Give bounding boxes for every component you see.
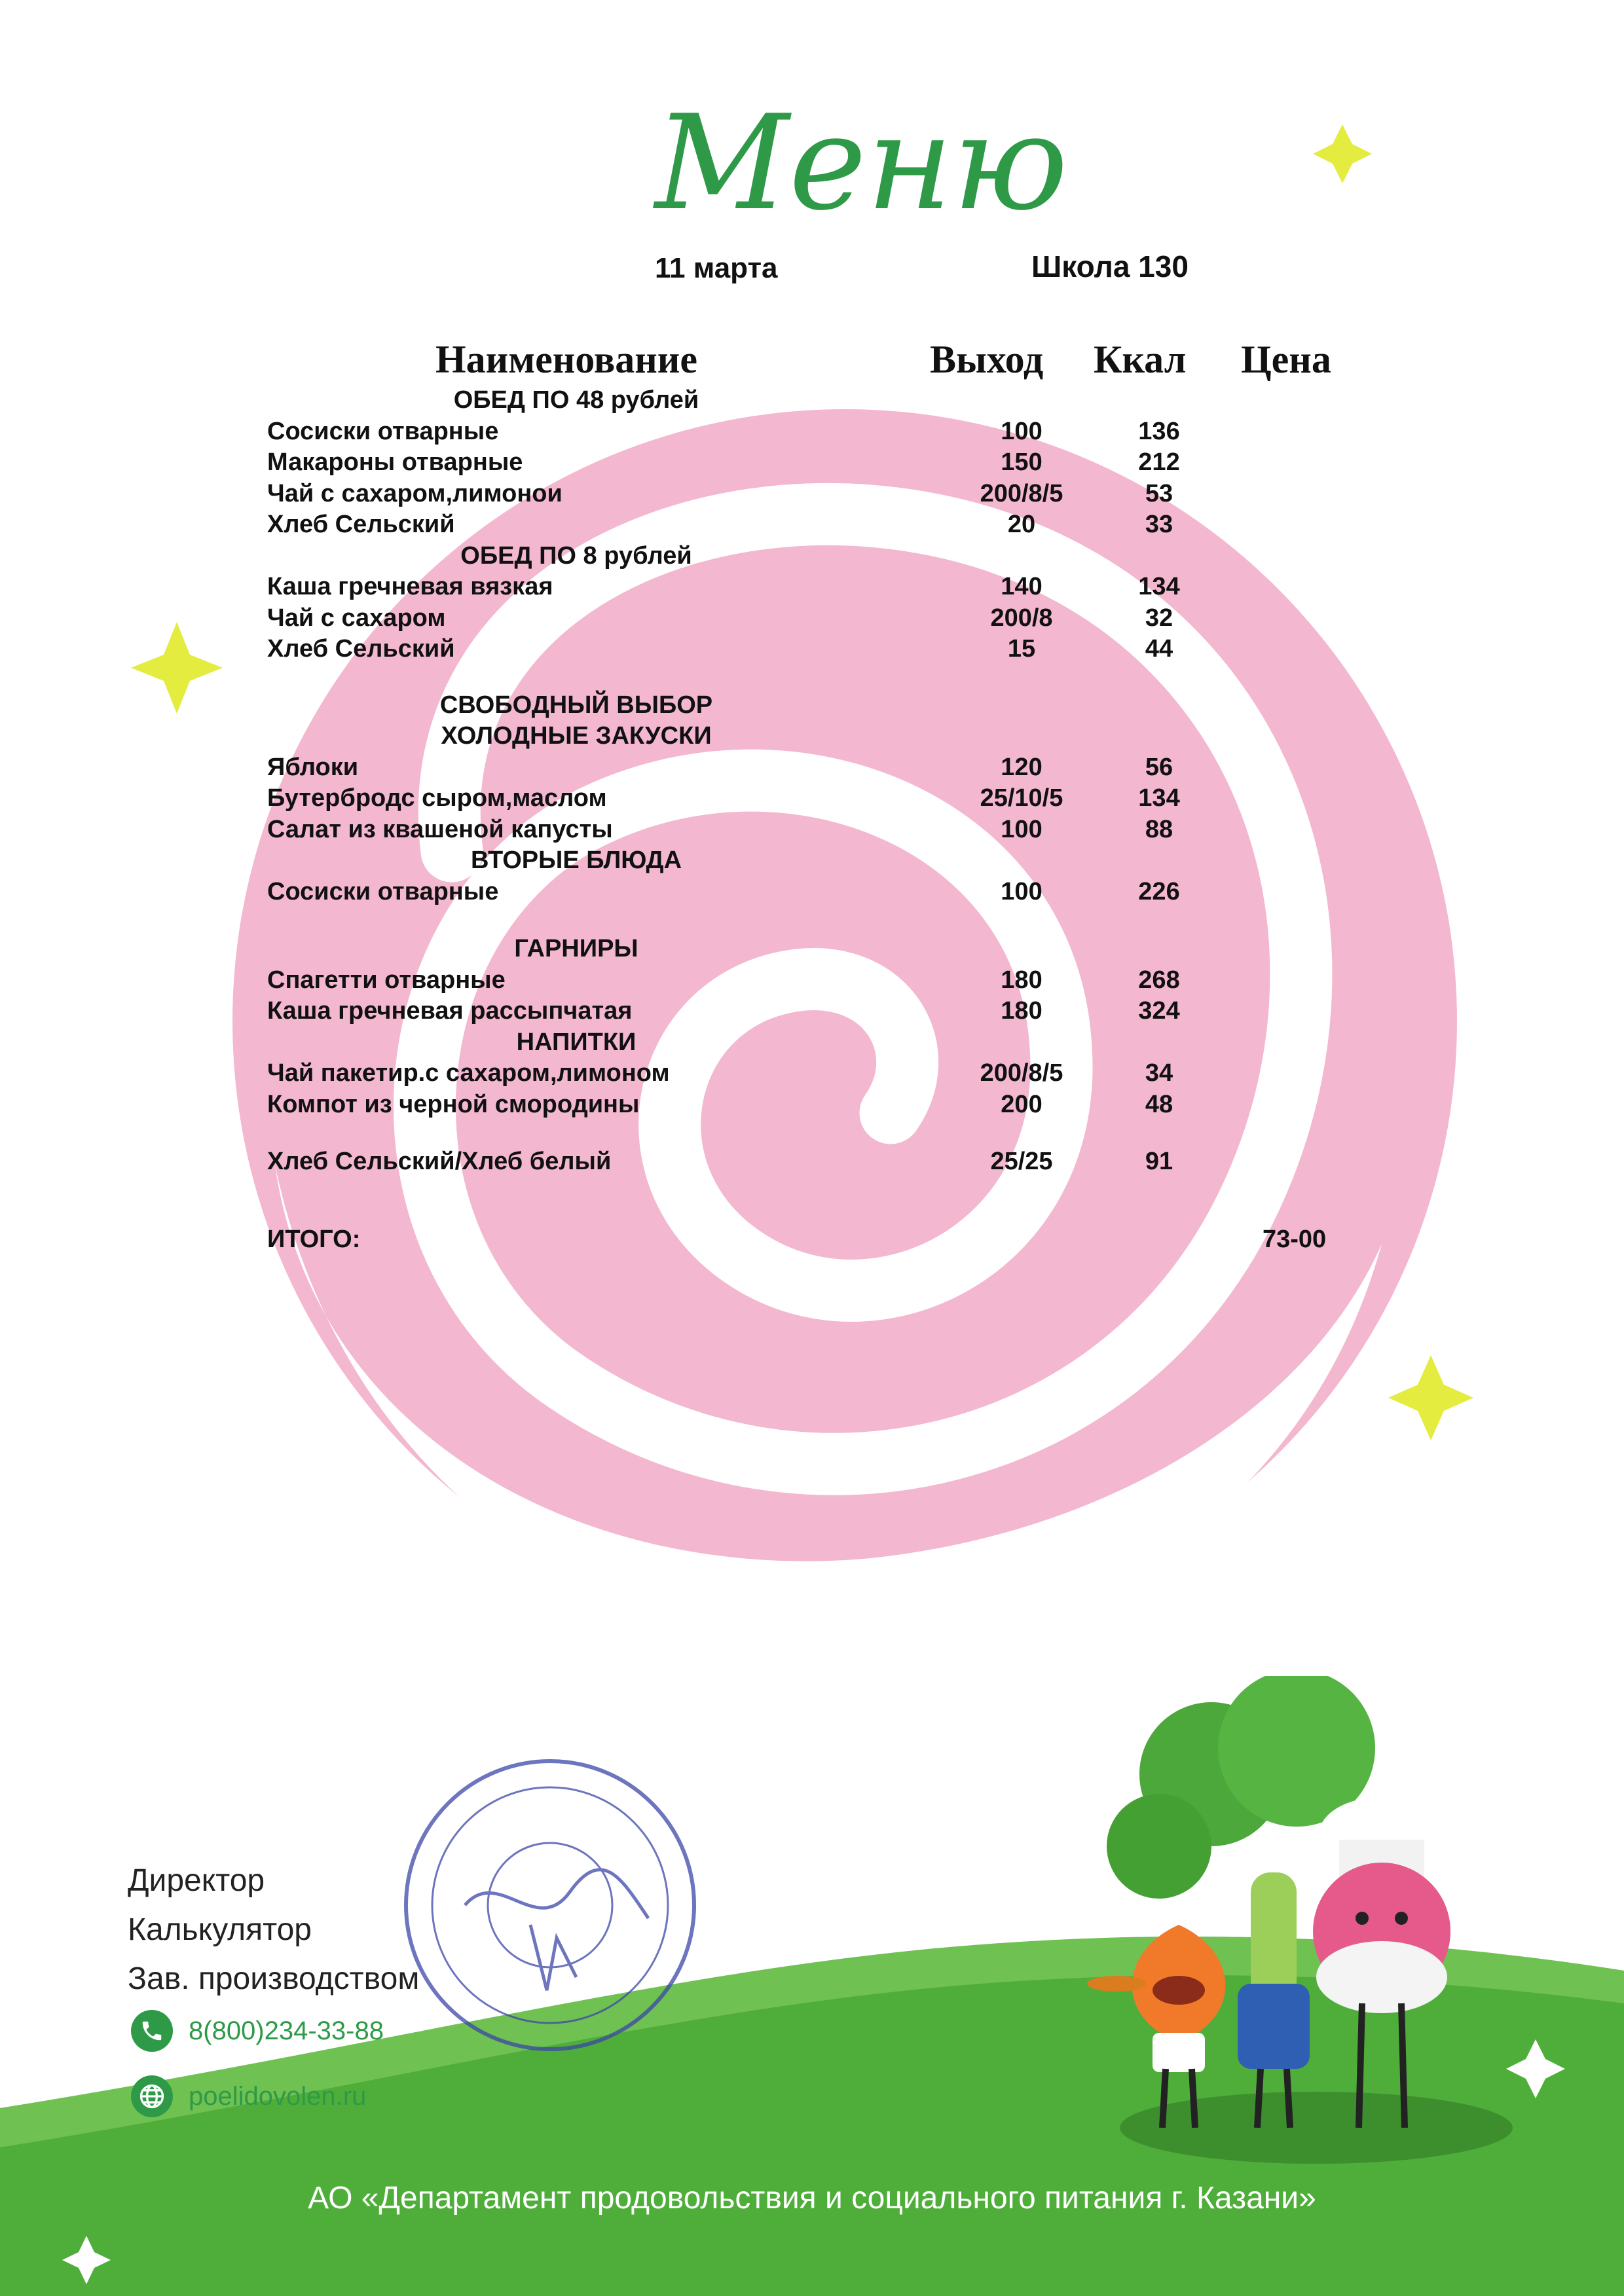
menu-item-output: 100	[1001, 815, 1043, 843]
menu-item-output: 100	[1001, 877, 1043, 905]
menu-item-kcal: 32	[1145, 604, 1173, 632]
beet-chef-mascot	[1313, 1797, 1450, 2128]
globe-icon	[131, 2075, 173, 2117]
website-link[interactable]: poelidovolen.ru	[189, 2081, 367, 2111]
page-title: Меню	[655, 87, 1068, 240]
menu-item-output: 20	[1007, 511, 1036, 538]
onion-mascot	[1087, 1925, 1225, 2128]
menu-item-kcal: 48	[1145, 1090, 1173, 1118]
section-title: ОБЕД ПО 48 рублей	[453, 386, 699, 414]
menu-item-kcal: 56	[1145, 753, 1173, 781]
menu-item-name: Хлеб Сельский/Хлеб белый	[267, 1148, 612, 1175]
column-header-name: Наименование	[435, 338, 697, 381]
total-value: 73-00	[1263, 1226, 1327, 1253]
menu-item-kcal: 44	[1145, 635, 1173, 663]
menu-item-output: 180	[1001, 966, 1043, 994]
menu-item-kcal: 226	[1138, 877, 1180, 905]
section-title: ОБЕД ПО 8 рублей	[460, 541, 692, 570]
menu-item-kcal: 53	[1145, 479, 1173, 507]
menu-item-kcal: 134	[1138, 784, 1180, 812]
menu-item-kcal: 268	[1138, 966, 1180, 994]
section-title: ГАРНИРЫ	[514, 935, 638, 962]
menu-item-output: 200/8/5	[980, 1059, 1063, 1087]
menu-item-name: Сосиски отварные	[267, 417, 499, 445]
menu-item-output: 200	[1001, 1090, 1043, 1118]
menu-item-output: 150	[1001, 448, 1043, 476]
menu-item-name: Салат из квашеной капусты	[267, 815, 613, 843]
menu-item-name: Сосиски отварные	[267, 877, 499, 905]
total-label: ИТОГО:	[267, 1226, 361, 1253]
vegetable-mascots-illustration	[1080, 1676, 1552, 2174]
menu-item-output: 120	[1001, 753, 1043, 781]
menu-item-name: Компот из черной смородины	[267, 1090, 640, 1118]
section-title: ХОЛОДНЫЕ ЗАКУСКИ	[441, 722, 712, 750]
menu-item-kcal: 134	[1138, 573, 1180, 600]
menu-item-kcal: 324	[1138, 997, 1180, 1025]
section-title: НАПИТКИ	[516, 1028, 637, 1056]
menu-item-kcal: 34	[1145, 1059, 1173, 1087]
signature-production: Зав. производством	[128, 1961, 420, 1996]
menu-item-kcal: 33	[1145, 511, 1173, 538]
menu-item-name: Чай пакетир.с сахаром,лимоном	[267, 1059, 670, 1087]
menu-item-output: 25/10/5	[980, 784, 1063, 812]
menu-item-name: Хлеб Сельский	[267, 511, 455, 538]
menu-item-name: Каша гречневая вязкая	[267, 573, 553, 600]
menu-item-kcal: 212	[1138, 448, 1180, 476]
school-name: Школа 130	[1031, 249, 1189, 283]
signature-director: Директор	[128, 1863, 265, 1898]
menu-item-name: Чай с сахаром,лимонои	[267, 479, 563, 507]
menu-item-output: 25/25	[990, 1148, 1053, 1175]
menu-item-name: Спагетти отварные	[267, 966, 506, 994]
menu-item-name: Бутербродс сыром,маслом	[267, 784, 607, 812]
menu-item-output: 180	[1001, 997, 1043, 1025]
menu-item-kcal: 88	[1145, 815, 1173, 843]
menu-item-name: Каша гречневая рассыпчатая	[267, 997, 633, 1025]
column-header-price: Цена	[1241, 338, 1331, 381]
phone-contact[interactable]	[131, 2010, 384, 2052]
menu-item-name: Яблоки	[267, 753, 359, 781]
footer-organization: АО «Департамент продовольствия и социального питания г. Казани»	[308, 2181, 1316, 2215]
menu-date: 11 марта	[655, 252, 778, 284]
menu-item-output: 100	[1001, 417, 1043, 445]
menu-item-output: 140	[1001, 573, 1043, 600]
website-contact[interactable]	[131, 2075, 366, 2117]
column-header-output: Выход	[930, 338, 1044, 381]
section-title: ВТОРЫЕ БЛЮДА	[470, 847, 682, 874]
official-stamp	[386, 1741, 714, 2069]
column-header-kcal: Ккал	[1094, 338, 1187, 381]
menu-item-name: Хлеб Сельский	[267, 635, 455, 663]
menu-item-kcal: 136	[1138, 417, 1180, 445]
menu-item-kcal: 91	[1145, 1148, 1173, 1175]
menu-item-name: Макароны отварные	[267, 448, 523, 476]
phone-number[interactable]: 8(800)234-33-88	[189, 2016, 384, 2045]
menu-item-output: 15	[1007, 635, 1036, 663]
signature-calculator: Калькулятор	[128, 1912, 312, 1947]
menu-item-name: Чай с сахаром	[267, 604, 446, 632]
menu-item-output: 200/8/5	[980, 479, 1063, 507]
phone-icon	[131, 2010, 173, 2052]
menu-item-output: 200/8	[990, 604, 1053, 632]
section-title: СВОБОДНЫЙ ВЫБОР	[439, 691, 713, 719]
